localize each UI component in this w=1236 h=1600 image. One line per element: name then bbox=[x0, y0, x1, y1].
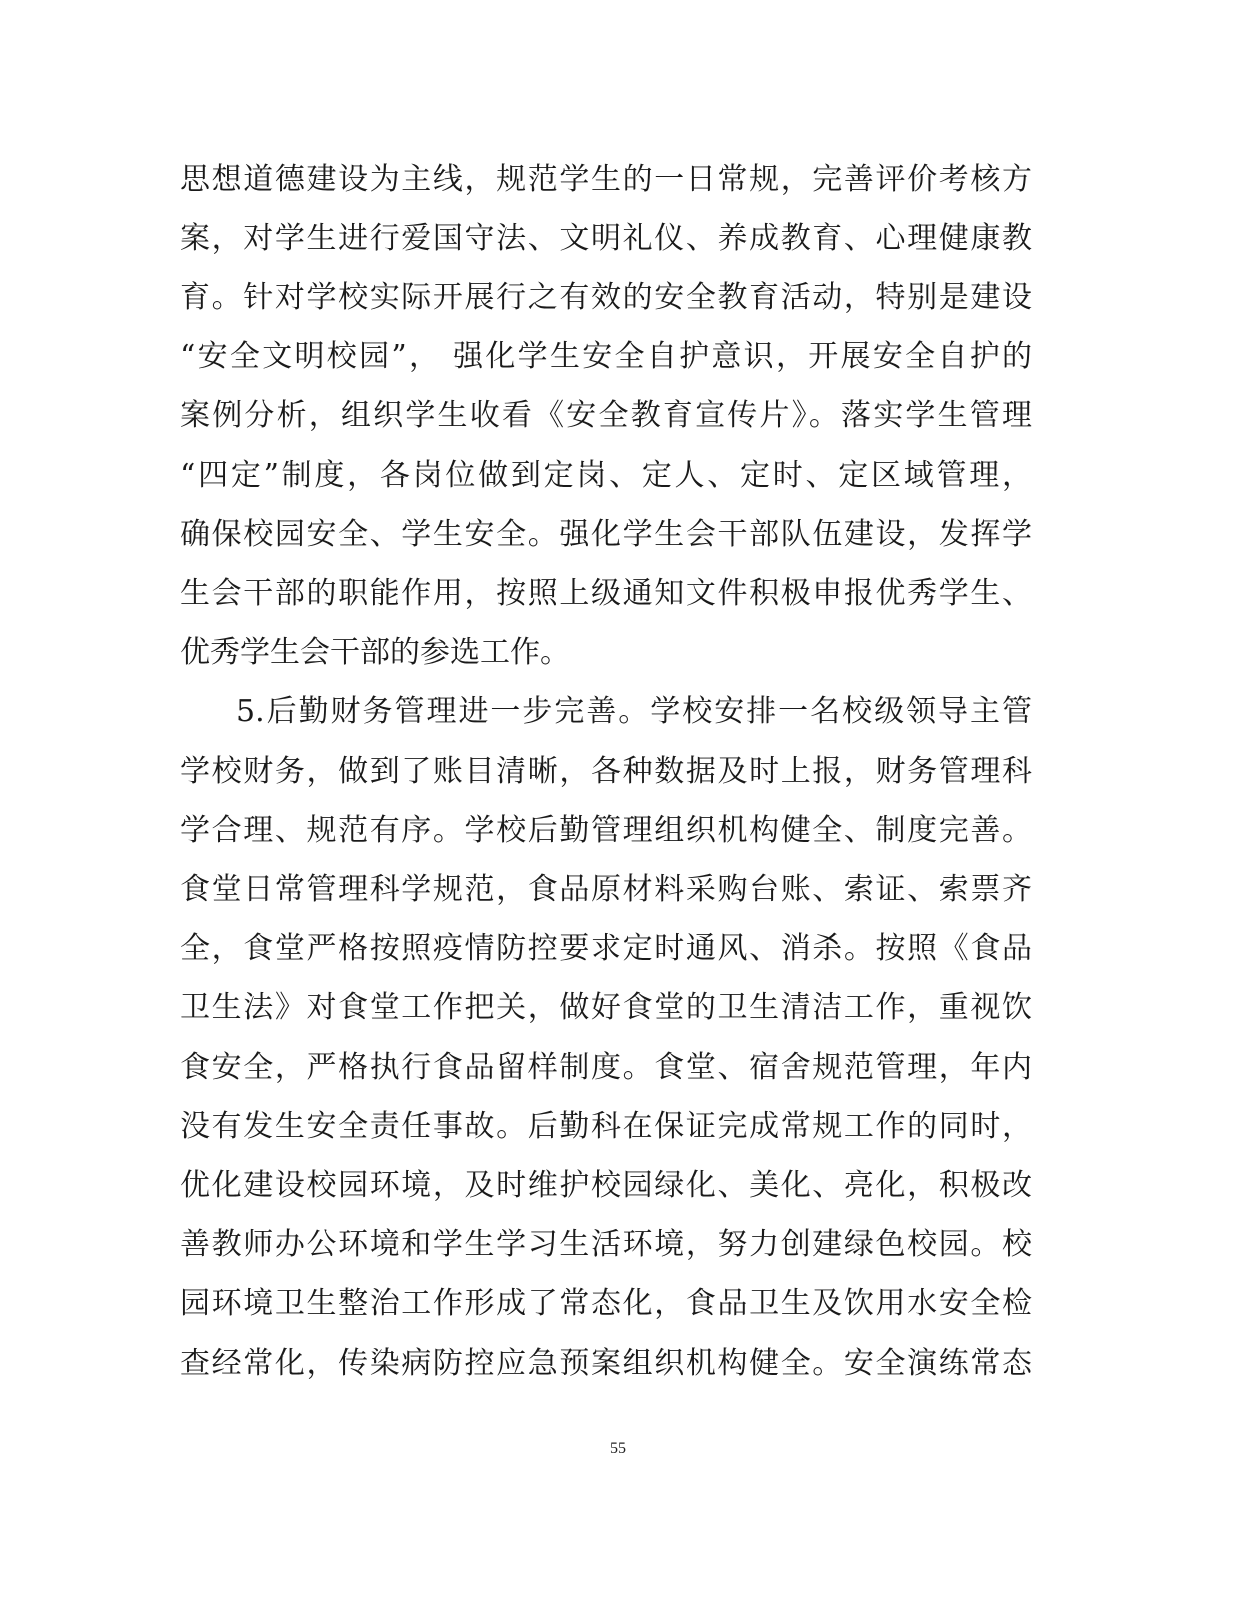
text-line: “安全文明校园”， 强化学生安全自护意识，开展安全自护的 bbox=[180, 339, 1032, 374]
page-number: 55 bbox=[610, 1440, 626, 1457]
text-line: 园环境卫生整治工作形成了常态化，食品卫生及饮用水安全检 bbox=[180, 1286, 1032, 1321]
text-line: 没有发生安全责任事故。后勤科在保证完成常规工作的同时， bbox=[180, 1109, 1032, 1144]
text-line: 育。针对学校实际开展行之有效的安全教育活动，特别是建设 bbox=[180, 280, 1032, 315]
text-line: 食安全，严格执行食品留样制度。食堂、宿舍规范管理，年内 bbox=[180, 1050, 1032, 1085]
text-line: 案例分析，组织学生收看《安全教育宣传片》。落实学生管理 bbox=[180, 398, 1032, 433]
text-line: 食堂日常管理科学规范，食品原材料采购台账、索证、索票齐 bbox=[180, 872, 1032, 907]
text-line: 优秀学生会干部的参选工作。 bbox=[180, 635, 570, 670]
text-line: 思想道德建设为主线，规范学生的一日常规，完善评价考核方 bbox=[180, 162, 1032, 197]
text-line: 全，食堂严格按照疫情防控要求定时通风、消杀。按照《食品 bbox=[180, 931, 1032, 966]
text-line: 优化建设校园环境，及时维护校园绿化、美化、亮化，积极改 bbox=[180, 1168, 1032, 1203]
text-line: 学校财务，做到了账目清晰，各种数据及时上报，财务管理科 bbox=[180, 754, 1032, 789]
text-line: 学合理、规范有序。学校后勤管理组织机构健全、制度完善。 bbox=[180, 813, 1032, 848]
text-line: 案，对学生进行爱国守法、文明礼仪、养成教育、心理健康教 bbox=[180, 221, 1032, 256]
text-line: “四定”制度，各岗位做到定岗、定人、定时、定区域管理， bbox=[180, 458, 1032, 493]
text-line: 确保校园安全、学生安全。强化学生会干部队伍建设，发挥学 bbox=[180, 517, 1032, 552]
text-line: 查经常化，传染病防控应急预案组织机构健全。安全演练常态 bbox=[180, 1346, 1032, 1381]
text-line: 卫生法》对食堂工作把关，做好食堂的卫生清洁工作，重视饮 bbox=[180, 990, 1032, 1025]
text-line: 5.后勤财务管理进一步完善。学校安排一名校级领导主管 bbox=[236, 694, 1032, 729]
text-line: 善教师办公环境和学生学习生活环境，努力创建绿色校园。校 bbox=[180, 1227, 1032, 1262]
text-line: 生会干部的职能作用，按照上级通知文件积极申报优秀学生、 bbox=[180, 576, 1032, 611]
